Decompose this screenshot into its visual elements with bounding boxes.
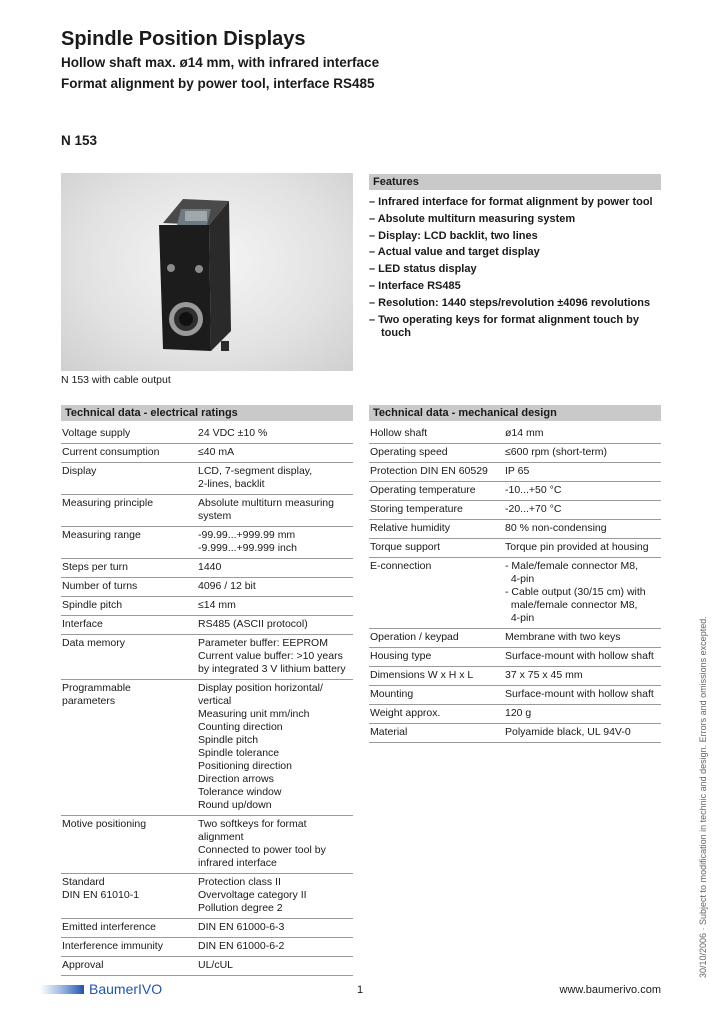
spec-value-line: ≤600 rpm (short-term) (505, 446, 608, 458)
website-link[interactable]: www.baumerivo.com (559, 984, 661, 996)
logo-text-baumer: Baumer (89, 981, 139, 997)
spec-value (504, 463, 661, 482)
spec-value-line: vertical (198, 695, 232, 707)
spec-label (369, 558, 504, 629)
spec-value-line: -99.99...+999.99 mm (198, 529, 296, 541)
spec-label-line: Operating temperature (370, 484, 476, 496)
spec-value-line: Positioning direction (198, 760, 292, 772)
photo-caption: N 153 with cable output (61, 374, 171, 386)
spec-label-line: Mounting (370, 688, 414, 700)
spec-value-line: by integrated 3 V lithium battery (198, 663, 346, 675)
spec-label (369, 667, 504, 686)
spec-value-line: Display position horizontal/ (198, 682, 323, 694)
spec-value-line: 4-pin (505, 612, 535, 624)
spec-value-line: Tolerance window (198, 786, 282, 798)
spec-value-line: -10...+50 °C (505, 484, 562, 496)
spec-value-line: 1440 (198, 561, 222, 573)
spec-label-line: Interference immunity (62, 940, 163, 952)
spec-label-line: Protection DIN EN 60529 (370, 465, 488, 477)
spec-value-line: IP 65 (505, 465, 530, 477)
table-row (61, 816, 353, 874)
spec-label-line: Weight approx. (370, 707, 441, 719)
spec-label (61, 559, 197, 578)
spec-label-line: Spindle pitch (62, 599, 123, 611)
spec-value-line: 120 g (505, 707, 532, 719)
spec-value-line: 24 VDC ±10 % (198, 427, 268, 439)
side-disclaimer: 30/10/2006 · Subject to modification in technic and design. Errors and omissions excepted. (698, 616, 708, 978)
spec-value-line: DIN EN 61000-6-3 (198, 921, 285, 933)
logo-text-ivo: IVO (138, 981, 163, 997)
table-row (61, 444, 353, 463)
page-subtitle-1: Hollow shaft max. ø14 mm, with infrared interface (61, 55, 380, 70)
spec-value (197, 816, 353, 874)
spec-value (504, 558, 661, 629)
spec-label-line: Programmable (62, 682, 131, 694)
spec-value (504, 444, 661, 463)
spec-label (61, 874, 197, 919)
feature-item: – Absolute multiturn measuring system (369, 212, 576, 225)
table-row (369, 444, 661, 463)
electrical-heading: Technical data - electrical ratings (61, 405, 353, 421)
spec-value (504, 501, 661, 520)
spec-value-line: Surface-mount with hollow shaft (505, 650, 654, 662)
spec-label (369, 425, 504, 444)
spec-label-line: Steps per turn (62, 561, 128, 573)
spec-value (197, 938, 353, 957)
mechanical-heading: Technical data - mechanical design (369, 405, 661, 421)
features-heading: Features (369, 174, 661, 190)
spec-label (369, 501, 504, 520)
spec-value-line: - Male/female connector M8, (505, 560, 639, 572)
spec-value-line: Torque pin provided at housing (505, 541, 649, 553)
spec-label (61, 919, 197, 938)
spec-value-line: Round up/down (198, 799, 272, 811)
spec-value-line: infrared interface (198, 857, 277, 869)
spec-label (369, 482, 504, 501)
spec-label-line: Data memory (62, 637, 126, 649)
spec-value-line: UL/cUL (198, 959, 234, 971)
spec-value-line: 4096 / 12 bit (198, 580, 256, 592)
spec-value (504, 724, 661, 743)
spec-value-line: Current value buffer: >10 years (198, 650, 343, 662)
table-row (369, 648, 661, 667)
spec-label (61, 597, 197, 616)
spec-label (61, 527, 197, 559)
spec-label (61, 816, 197, 874)
spec-value-line: Membrane with two keys (505, 631, 621, 643)
table-row (369, 629, 661, 648)
spec-value-line: LCD, 7-segment display, (198, 465, 313, 477)
spec-label (61, 463, 197, 495)
table-row (369, 425, 661, 444)
spec-value (197, 874, 353, 919)
spec-label-line: Dimensions W x H x L (370, 669, 474, 681)
spec-value (197, 463, 353, 495)
spec-value-line: 2-lines, backlit (198, 478, 265, 490)
spec-label (61, 616, 197, 635)
spec-value (504, 648, 661, 667)
table-row (61, 635, 353, 680)
spec-label-line: Approval (62, 959, 104, 971)
spec-value-line: Connected to power tool by (198, 844, 326, 856)
spec-label (61, 495, 197, 527)
spec-label-line: Voltage supply (62, 427, 131, 439)
spec-value-line: - Cable output (30/15 cm) with (505, 586, 646, 598)
table-row (61, 578, 353, 597)
spec-value-line: Overvoltage category II (198, 889, 307, 901)
table-row (369, 686, 661, 705)
spec-label (369, 539, 504, 558)
table-row (369, 482, 661, 501)
spec-label-line: DIN EN 61010-1 (62, 889, 140, 901)
spec-value (504, 667, 661, 686)
spec-label (369, 629, 504, 648)
table-row (369, 705, 661, 724)
table-row (369, 520, 661, 539)
table-row (61, 680, 353, 816)
spec-value-line: system (198, 510, 232, 522)
spec-value-line: ≤40 mA (198, 446, 235, 458)
spec-label (61, 938, 197, 957)
spec-label (61, 444, 197, 463)
table-row (61, 919, 353, 938)
spec-label-line: Operation / keypad (370, 631, 459, 643)
spec-value (197, 680, 353, 816)
spec-value-line: ≤14 mm (198, 599, 236, 611)
spec-value-line: Spindle tolerance (198, 747, 280, 759)
mechanical-table (369, 425, 661, 743)
spec-label (61, 635, 197, 680)
spec-value-line: 4-pin (505, 573, 535, 585)
feature-item: – LED status display (369, 263, 477, 276)
feature-item: – Actual value and target display (369, 246, 540, 259)
table-row (61, 495, 353, 527)
spec-value (197, 597, 353, 616)
spec-value-line: Spindle pitch (198, 734, 259, 746)
spec-label-line: Material (370, 726, 408, 738)
spec-value-line: Surface-mount with hollow shaft (505, 688, 654, 700)
page-title: Spindle Position Displays (61, 28, 306, 50)
device-illustration (61, 173, 353, 371)
spec-value (504, 705, 661, 724)
spec-value (197, 495, 353, 527)
table-row (369, 667, 661, 686)
spec-value (197, 578, 353, 597)
spec-value (197, 957, 353, 976)
spec-value-line: Direction arrows (198, 773, 274, 785)
spec-label-line: Measuring principle (62, 497, 154, 509)
spec-label-line: Relative humidity (370, 522, 450, 534)
spec-label-line: Torque support (370, 541, 441, 553)
spec-label-line: E-connection (370, 560, 432, 572)
spec-value-line: 37 x 75 x 45 mm (505, 669, 583, 681)
spec-label (61, 425, 197, 444)
spec-value-line: RS485 (ASCII protocol) (198, 618, 308, 630)
table-row (61, 597, 353, 616)
spec-label (61, 578, 197, 597)
spec-value-line: DIN EN 61000-6-2 (198, 940, 285, 952)
feature-item: – Two operating keys for format alignment touch by touch (369, 313, 639, 339)
spec-value-line: ø14 mm (505, 427, 544, 439)
page-number: 1 (357, 984, 364, 996)
spec-label-line: Operating speed (370, 446, 448, 458)
spec-value-line: 80 % non-condensing (505, 522, 607, 534)
feature-item: – Infrared interface for format alignment by power tool (369, 196, 653, 208)
spec-value (197, 616, 353, 635)
spec-label (369, 463, 504, 482)
table-row (61, 527, 353, 559)
table-row (61, 874, 353, 919)
table-row (61, 616, 353, 635)
spec-value-line: -9.999...+99.999 inch (198, 542, 297, 554)
table-row (369, 463, 661, 482)
spec-label-line: Display (62, 465, 97, 477)
spec-value-line: -20...+70 °C (505, 503, 562, 515)
spec-value (504, 482, 661, 501)
spec-label (61, 957, 197, 976)
spec-label-line: Current consumption (62, 446, 160, 458)
product-photo (61, 173, 353, 371)
spec-value (504, 539, 661, 558)
features-list (369, 196, 661, 343)
spec-value-line: Parameter buffer: EEPROM (198, 637, 328, 649)
feature-item: – Display: LCD backlit, two lines (369, 229, 538, 242)
spec-label-line: Measuring range (62, 529, 141, 541)
spec-value-line: alignment (198, 831, 244, 843)
feature-item: – Interface RS485 (369, 279, 461, 292)
spec-value-line: male/female connector M8, (505, 599, 638, 611)
spec-value (197, 559, 353, 578)
spec-label (369, 724, 504, 743)
spec-label-line: Storing temperature (370, 503, 463, 515)
table-row (369, 501, 661, 520)
table-row (369, 539, 661, 558)
table-row (61, 463, 353, 495)
spec-label-line: Housing type (370, 650, 432, 662)
spec-value-line: Polyamide black, UL 94V-0 (505, 726, 631, 738)
spec-value (504, 686, 661, 705)
spec-label-line: Number of turns (62, 580, 138, 592)
baumer-ivo-logo (89, 981, 162, 997)
table-row (61, 559, 353, 578)
spec-value (504, 520, 661, 539)
table-row (61, 425, 353, 444)
spec-label (369, 648, 504, 667)
spec-label (369, 705, 504, 724)
table-row (61, 957, 353, 976)
spec-label-line: Hollow shaft (370, 427, 428, 439)
spec-value (197, 527, 353, 559)
spec-label-line: Motive positioning (62, 818, 147, 830)
spec-value-line: Protection class II (198, 876, 281, 888)
model-number: N 153 (61, 133, 98, 148)
spec-value (197, 425, 353, 444)
table-row (369, 558, 661, 629)
page-subtitle-2: Format alignment by power tool, interface RS485 (61, 76, 375, 91)
spec-value-line: Counting direction (198, 721, 283, 733)
spec-value-line: Two softkeys for format (198, 818, 307, 830)
spec-label-line: parameters (62, 695, 116, 707)
spec-label-line: Interface (62, 618, 103, 630)
spec-label (61, 680, 197, 816)
spec-value (197, 919, 353, 938)
spec-label (369, 686, 504, 705)
spec-label-line: Emitted interference (62, 921, 156, 933)
feature-item: – Resolution: 1440 steps/revolution ±4096 revolutions (369, 296, 651, 309)
spec-label-line: Standard (62, 876, 105, 888)
electrical-table (61, 425, 353, 976)
table-row (61, 938, 353, 957)
table-row (369, 724, 661, 743)
spec-value-line: Measuring unit mm/inch (198, 708, 310, 720)
spec-value-line: Pollution degree 2 (198, 902, 283, 914)
spec-label (369, 444, 504, 463)
spec-value-line: Absolute multiturn measuring (198, 497, 334, 509)
spec-value (197, 444, 353, 463)
footer-gradient-bar (40, 985, 84, 994)
spec-value (504, 425, 661, 444)
spec-value (504, 629, 661, 648)
spec-value (197, 635, 353, 680)
spec-label (369, 520, 504, 539)
